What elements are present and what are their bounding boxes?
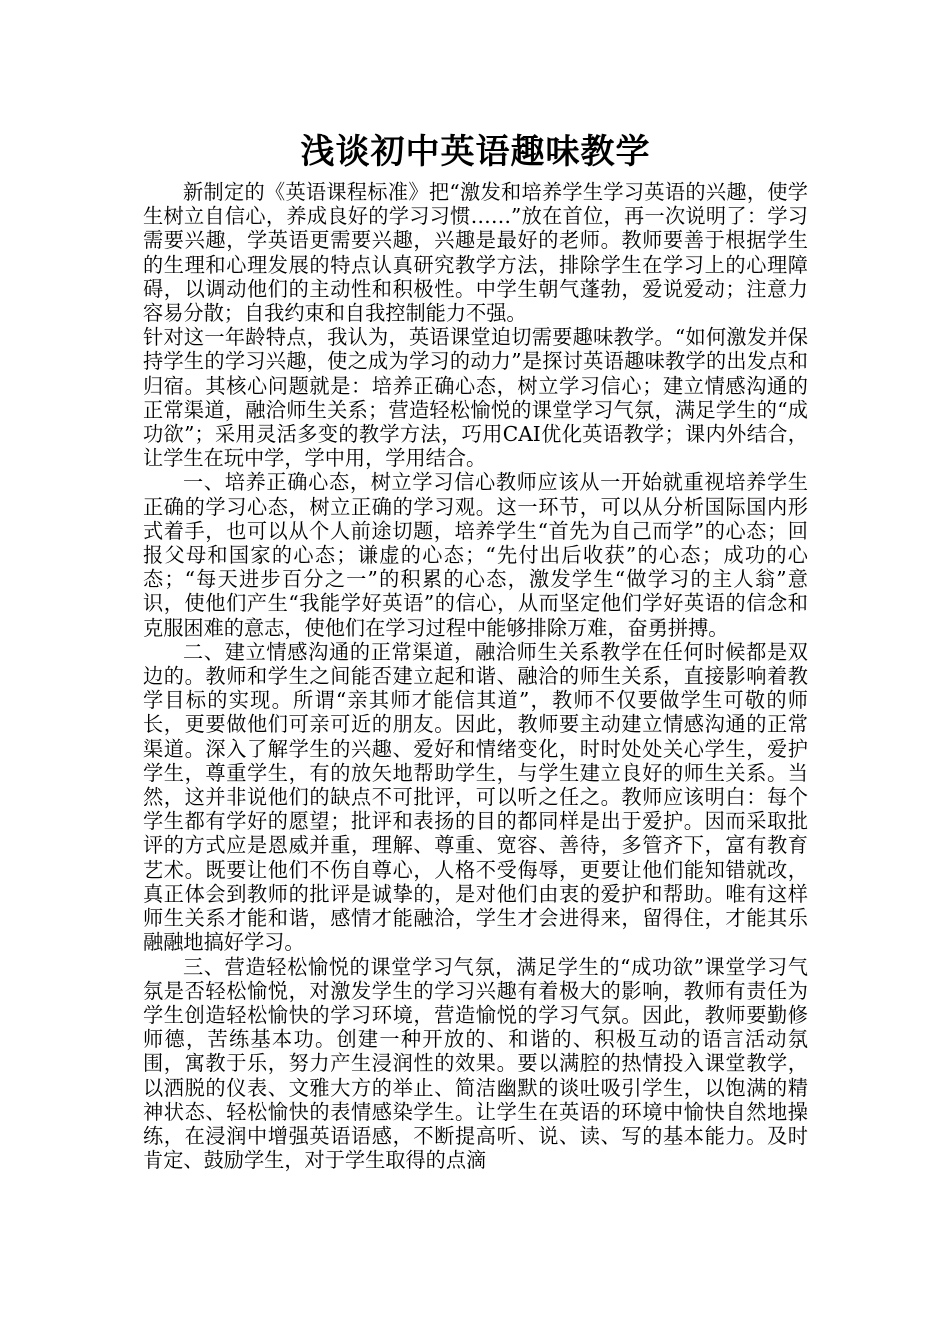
paragraph-section-2: 二、建立情感沟通的正常渠道，融洽师生关系教学在任何时候都是双边的。教师和学生之间能否建立起和谐、融洽的师生关系，直接影响着教学目标的实现。所谓“亲其师才能信其道”，教师不仅要做学生可敬的师长，更要做他们可亲可近的朋友。因此，教师要主动建立情感沟通的正常渠道。深入了解学生的兴趣、爱好和情绪变化，时时处处关心学生，爱护学生，尊重学生，有的放矢地帮助学生，与学生建立良好的师生关系。当然，这并非说他们的缺点不可批评，可以听之任之。教师应该明白：每个学生都有学好的愿望；批评和表扬的目的都同样是出于爱护。因而采取批评的方式应是恩威并重，理解、尊重、宽容、善待，多管齐下，富有教育艺术。既要让他们不伤自尊心，人格不受侮辱，更要让他们能知错就改，真正体会到教师的批评是诚挚的，是对他们由衷的爱护和帮助。唯有这样师生关系才能和谐，感情才能融洽，学生才会进得来，留得住，才能其乐融融地搞好学习。 xyxy=(143,639,808,955)
paragraph-intro: 新制定的《英语课程标准》把“激发和培养学生学习英语的兴趣，使学生树立自信心，养成良好的学习习惯……”放在首位，再一次说明了：学习需要兴趣，学英语更需要兴趣，兴趣是最好的老师。教师要善于根据学生的生理和心理发展的特点认真研究教学方法，排除学生在学习上的心理障碍，以调动他们的主动性和积极性。中学生朝气蓬勃，爱说爱动；注意力容易分散；自我约束和自我控制能力不强。 xyxy=(143,180,808,326)
paragraph-section-3: 三、营造轻松愉悦的课堂学习气氛，满足学生的“成功欲”课堂学习气氛是否轻松愉悦，对激发学生的学习兴趣有着极大的影响，教师有责任为学生创造轻松愉快的学习环境，营造愉悦的学习气氛。因此，教师要勤修师德，苦练基本功。创建一种开放的、和谐的、积极互动的语言活动氛围，寓教于乐，努力产生浸润性的效果。要以满腔的热情投入课堂教学，以洒脱的仪表、文雅大方的举止、简洁幽默的谈吐吸引学生，以饱满的精神状态、轻松愉快的表情感染学生。让学生在英语的环境中愉快自然地操练，在浸润中增强英语语感，不断提高听、说、读、写的基本能力。及时肯定、鼓励学生，对于学生取得的点滴 xyxy=(143,954,808,1173)
paragraph-section-1: 一、培养正确心态，树立学习信心教师应该从一开始就重视培养学生正确的学习心态，树立正确的学习观。这一环节，可以从分析国际国内形式着手，也可以从个人前途切题，培养学生“首先为自己而学”的心态；回报父母和国家的心态；谦虚的心态；“先付出后收获”的心态；成功的心态；“每天进步百分之一”的积累的心态，激发学生“做学习的主人翁”意识，使他们产生“我能学好英语”的信心，从而坚定他们学好英语的信念和克服困难的意志，使他们在学习过程中能够排除万难，奋勇拼搏。 xyxy=(143,470,808,640)
document-title: 浅谈初中英语趣味教学 xyxy=(300,132,651,172)
document-page xyxy=(143,124,808,1172)
paragraph-core-issues: 针对这一年龄特点，我认为，英语课堂迫切需要趣味教学。“如何激发并保持学生的学习兴趣，使之成为学习的动力”是探讨英语趣味教学的出发点和归宿。其核心问题就是：培养正确心态，树立学习信心；建立情感沟通的正常渠道，融洽师生关系；营造轻松愉悦的课堂学习气氛，满足学生的“成功欲”；采用灵活多变的教学方法，巧用CAI优化英语教学；课内外结合，让学生在玩中学，学中用，学用结合。 xyxy=(143,325,808,471)
